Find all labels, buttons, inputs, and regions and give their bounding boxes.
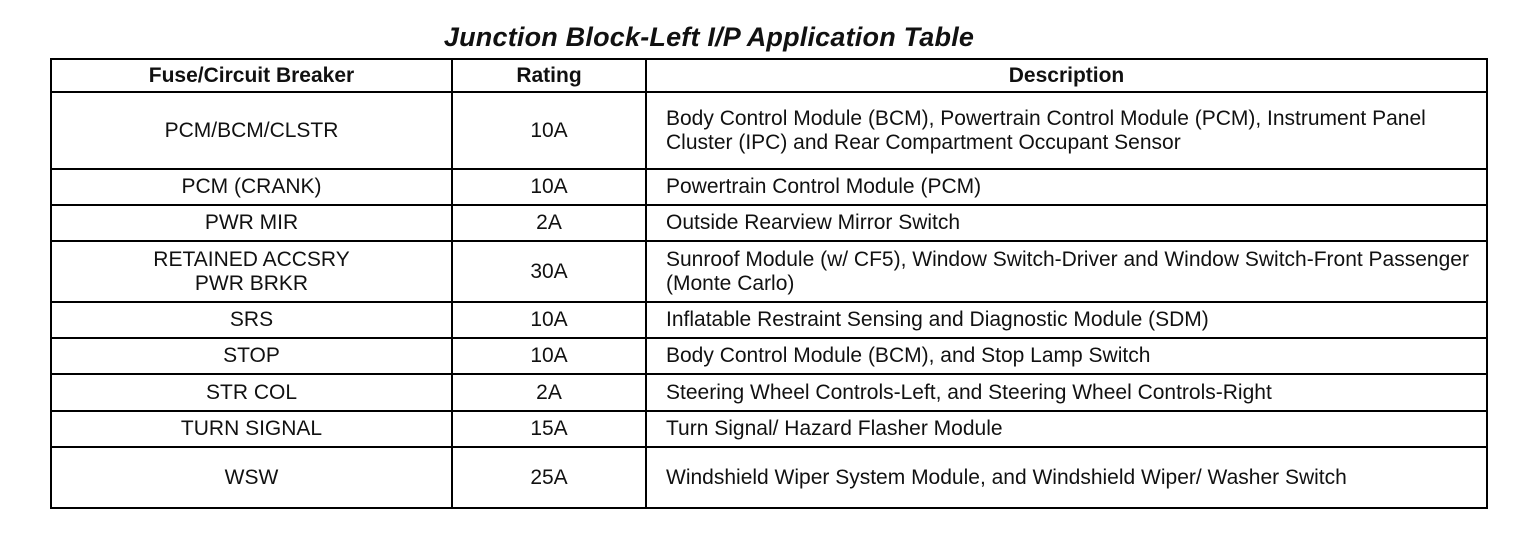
header-row [51, 59, 1487, 92]
fuse-cell [51, 205, 452, 241]
fuse-cell [51, 302, 452, 338]
description-cell: Sunroof Module (w/ CF5), Window Switch-Driver and Window Switch-Front Passenger (Monte Carlo) [646, 241, 1487, 302]
rating-cell: 10A [452, 338, 646, 374]
application-table [50, 58, 1488, 509]
table-row [51, 411, 1487, 447]
fuse-name: STR COL [205, 380, 297, 404]
description-cell: Inflatable Restraint Sensing and Diagnostic Module (SDM) [646, 302, 1487, 338]
fuse-cell [51, 338, 452, 374]
fuse-cell [51, 411, 452, 447]
fuse-name: PWR BRKR [194, 271, 309, 295]
rating-cell: 30A [452, 241, 646, 302]
fuse-name: PCM/BCM/CLSTR [164, 118, 339, 142]
fuse-name: STOP [223, 344, 280, 367]
table-row [51, 374, 1487, 411]
header-fuse: Fuse/Circuit Breaker [51, 59, 452, 92]
rating-cell: 15A [452, 411, 646, 447]
header-rating: Rating [452, 59, 646, 92]
description-cell: Powertrain Control Module (PCM) [646, 169, 1487, 205]
table-row [51, 302, 1487, 338]
rating-cell: 25A [452, 447, 646, 508]
table-row [51, 169, 1487, 205]
table-row [51, 92, 1487, 169]
fuse-name: PWR MIR [204, 211, 299, 234]
fuse-name: PCM (CRANK) [181, 175, 322, 198]
table-row [51, 241, 1487, 302]
rating-cell: 10A [452, 169, 646, 205]
description-cell: Outside Rearview Mirror Switch [646, 205, 1487, 241]
fuse-name: RETAINED ACCSRY [153, 247, 350, 271]
rating-cell: 2A [452, 374, 646, 411]
fuse-name: SRS [229, 308, 274, 331]
description-cell: Turn Signal/ Hazard Flasher Module [646, 411, 1487, 447]
fuse-cell [51, 374, 452, 411]
fuse-cell [51, 241, 452, 302]
description-cell: Steering Wheel Controls-Left, and Steering Wheel Controls-Right [646, 374, 1487, 411]
fuse-cell [51, 92, 452, 169]
rating-cell: 10A [452, 92, 646, 169]
fuse-cell [51, 169, 452, 205]
description-cell: Windshield Wiper System Module, and Windshield Wiper/ Washer Switch [646, 447, 1487, 508]
table-row [51, 447, 1487, 508]
rating-cell: 2A [452, 205, 646, 241]
table-title: Junction Block-Left I/P Application Table [443, 22, 975, 52]
description-cell: Body Control Module (BCM), Powertrain Control Module (PCM), Instrument Panel Cluster (IPC) and Rear Compartment Occupant Sensor [646, 92, 1487, 169]
table-row [51, 205, 1487, 241]
header-description: Description [646, 59, 1487, 92]
rating-cell: 10A [452, 302, 646, 338]
description-cell: Body Control Module (BCM), and Stop Lamp Switch [646, 338, 1487, 374]
fuse-cell [51, 447, 452, 508]
table-row [51, 338, 1487, 374]
fuse-name: WSW [224, 465, 279, 489]
table-body [51, 92, 1487, 508]
fuse-name: TURN SIGNAL [180, 417, 323, 440]
